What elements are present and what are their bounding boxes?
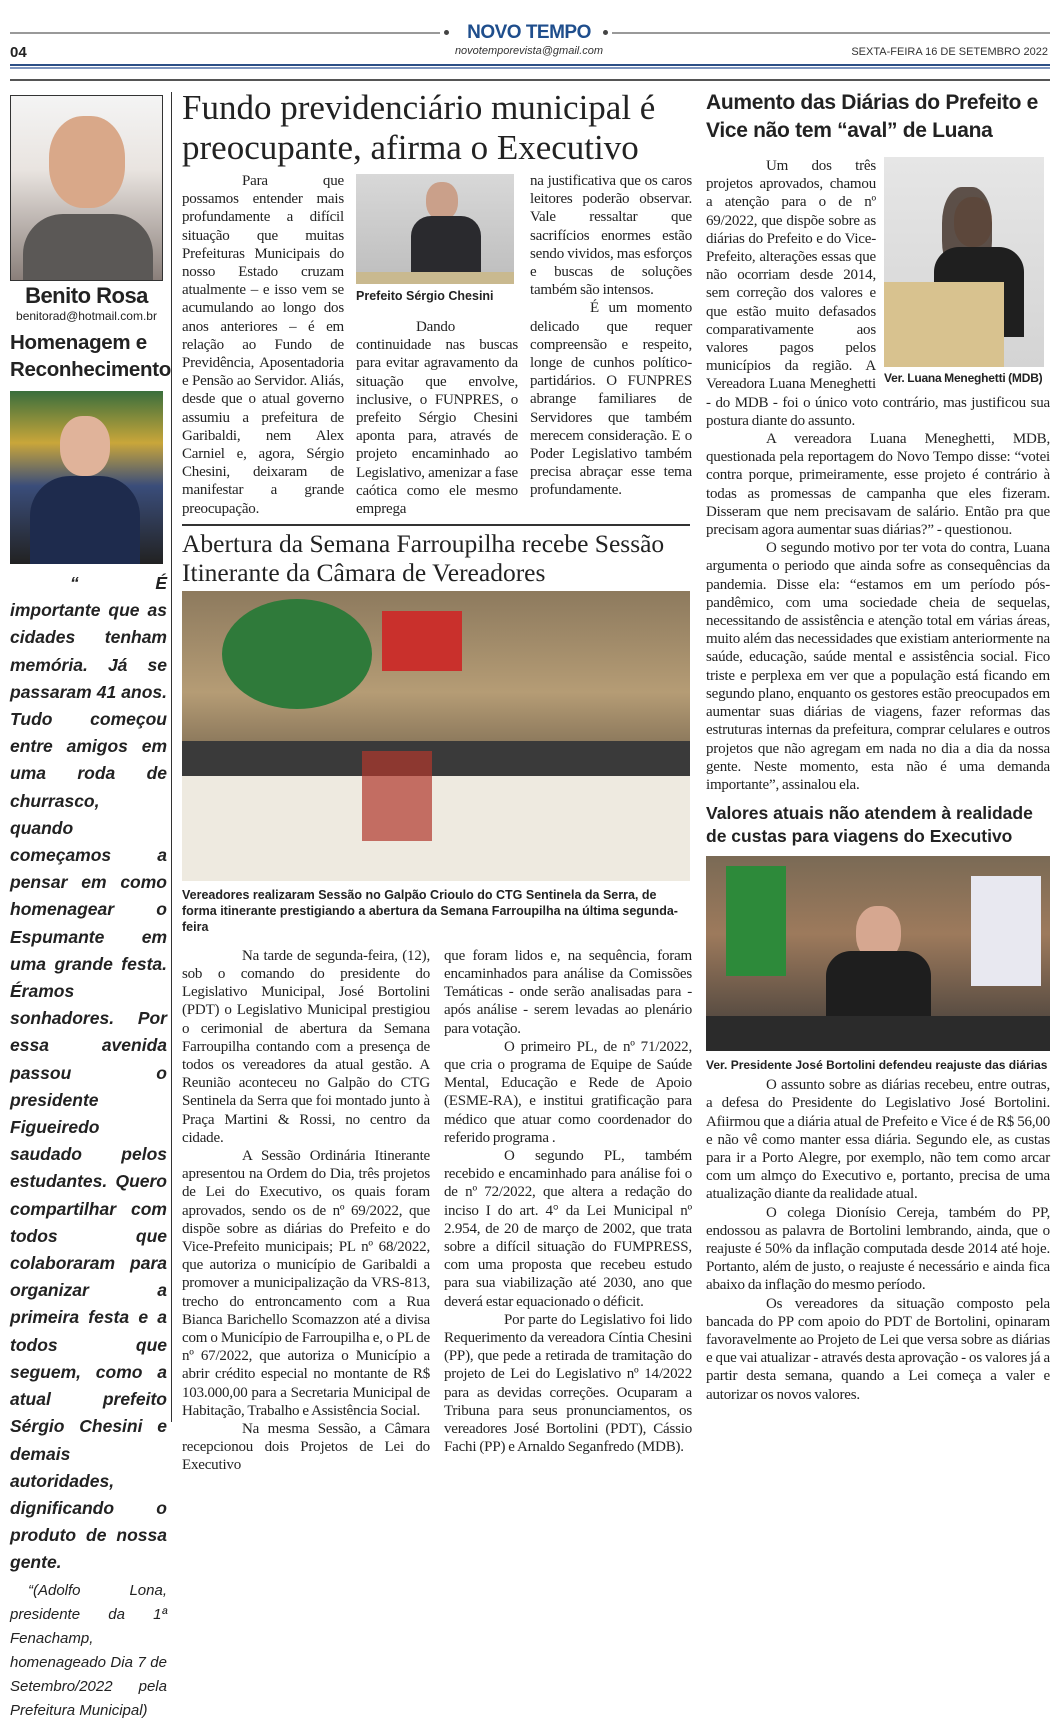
header-double-rule — [10, 64, 1050, 69]
luana-photo-caption: Ver. Luana Meneghetti (MDB) — [884, 371, 1043, 385]
article-divider — [182, 524, 690, 526]
masthead: NOVO TEMPO — [467, 22, 591, 43]
column-section-title: Homenagem e Reconhecimento — [10, 331, 171, 381]
article4-paragraph: O assunto sobre as diárias recebeu, entre outras, a defesa do Presidente do Legislativo José Bortolini. Afiirmou que a diária atual de Prefeito e Vice é de R$ 56,00 e não vê como manter essa diária. Segundo ele, as custas para ir a Porto Alegre, por exemplo, não tem como arcar com um almço do Executivo e, portanto, precisa de uma atualização diante da realidade atual. — [706, 1077, 1050, 1203]
article2-paragraph: Por parte do Legislativo foi lido Requerimento da vereadora Cíntia Chesini (PP), que pede a retirada de tramitação do projeto de Lei do Legislativo nº 14/2022 para as devidas correções. Ocuparam a Tribuna para seus pronunciamentos, os vereadores José Bortolini (PDT), Cássio Fachi (PP) e Arnaldo Seganfredo (MDB). — [444, 1311, 692, 1456]
prefeito-photo — [356, 174, 514, 284]
article1-paragraph: Dando continuidade nas buscas para evitar agravamento da situação que envolve, inclusive, o FUNPRES, o prefeito Sérgio Chesini aponta para, através de projeto encaminhado ao Legislativo, amenizar a fase caótica como ele mesmo emprega — [356, 319, 518, 518]
article3-paragraph: O segundo motivo por ter vota do contra, Luana argumenta o periodo que ainda sofre as consequências da pandemia. Disse ela: “estamos em um período pós-pandêmico, com uma sociedade cheia de sequelas, necessitando de assistência e atenção total em várias áreas, muito além das necessidades que existiam anteriormente na saúde, educação, saúde mental e assistência social. Fico triste e perplexa em ver que a população está ficando em segundo plano, enquanto os gestores estão preocupados em aumentar suas diárias de viagens, fazer reformas das estruturas internas da prefeitura, comprar celulares e outros projetos que não agregam em nada no dia a dia da nossa gente. Neste momento, esta não é uma demanda importante”, assinalou ela. — [706, 540, 1050, 793]
article2-paragraph: O segundo PL, também recebido e encaminhado para análise foi o de nº 72/2022, que altera a redação do inciso I do art. 4° da Lei Municipal nº 2.954, de 20 de março de 2002, que trata sobre a difícil situação do FUMPRESS, com uma proposta que recebeu estudo para sua viabilização até 2030, ano que deverá estar equacionado o déficit. — [444, 1147, 692, 1310]
article4-headline: Valores atuais não atendem à realidade de custas para viagens do Executivo — [706, 803, 1033, 847]
article1-paragraph: É um momento delicado que requer compreensão e respeito, longe de cunhos político-partidários. O FUNPRES abrange familiares de Servidores que também merecem consideração. E o Poder Legislativo também precisa abraçar esse tema profundamente. — [530, 300, 692, 499]
article2-col2 — [444, 947, 692, 1475]
article1-paragraph: Para que possamos entender mais profundamente a difícil situação que muitas Prefeituras Municipais do nosso Estado cruzam atualmente – e isso vem se acumulando ao longo dos anos anteriores – é em relação ao Fundo de Previdência, Aposentadoria e Pensão ao Servidor. Aliás, desde que o atual governo assumiu a prefeitura de Garibaldi, nem Alex Carniel e, agora, Sérgio Chesini, deixaram de manifestar a grande preocupação. — [182, 173, 344, 517]
article2-paragraph: A Sessão Ordinária Itinerante apresentou na Ordem do Dia, três projetos de Lei do Executivo, os quais foram aprovados, sendo os de nº 69/2022, que dispõe sobre as diárias do Prefeito e do Vice-Prefeito municipais; PL nº 68/2022, que autoriza o município de Garibaldi a promover a municipalização da VRS-813, trecho do entroncamento com a Rua Bianca Barichello Scomazzon até a divisa com o Município de Farroupilha e, o PL de nº 67/2022, que autoriza o Município a abrir crédito especial no montante de R$ 103.000,00 para a Secretaria Municipal de Habitação, Trabalho e Assistência Social. — [182, 1147, 430, 1419]
article2-paragraph: Na mesma Sessão, a Câmara recepcionou dois Projetos de Lei do Executivo — [182, 1421, 430, 1474]
columnist-quote: “ É importante que as cidades tenham memória. Já se passaram 41 anos. Tudo começou entre amigos em uma roda de churrasco, quando começamos a pensar em como homenagear o Espumante em uma grande festa. Éramos sonhadores. Por essa avenida passou o presidente Figueiredo saudado pelos estudantes. Quero compartilhar com todos que colaboraram para organizar a primeira festa e a todos que seguem, como a atual prefeito Sérgio Chesini e demais autoridades, dignificando o produto de nossa gente. — [10, 573, 167, 1573]
article2-paragraph: Na tarde de segunda-feira, (12), sob o comando do presidente do Legislativo Municipal, José Bortolini (PDT) o Legislativo Municipal prestigiou o cerimonial de abertura da Semana Farroupilha contando com a presença de todos os vereadores da atual gestão. A Reunião aconteceu no Galpão do CTG Sentinela da Serra que foi montado junto à Praça Martini & Rossi, no centro da cidade. — [182, 947, 430, 1146]
columnist-email: benitorad@hotmail.com.br — [16, 309, 157, 323]
article1-col3 — [530, 172, 692, 518]
bortolini-photo — [706, 856, 1050, 1051]
article4-paragraph: Os vereadores da situação composto pela bancada do PP com apoio do PDT de Bortolini, opinaram favoravelmente ao Projeto de Lei que versa sobre as diárias e que vai atualizar - através desta aprovação - os valores já a partir desta semana, quando a Lei começa a valer e autorizar os novos valores. — [706, 1295, 1050, 1403]
column-divider — [171, 92, 172, 1422]
header-date: SEXTA-FEIRA 16 DE SETEMBRO 2022 — [851, 46, 1048, 58]
sessao-photo-caption: Vereadores realizaram Sessão no Galpão Crioulo do CTG Sentinela da Serra, de forma itinerante prestigiando a abertura da Semana Farroupilha na última segunda-feira — [182, 887, 678, 934]
header-rule — [10, 79, 1050, 81]
article3-intro: Um dos três projetos aprovados, chamou a atenção para o de nº 69/2022, que dispõe sobre as diárias do Prefeito e do Vice-Prefeito, alterações essas que não ocorriam desde 2014, sem correção dos valores e que estão muito defasados comparativamente aos valores pagos pelos municípios da região. A Vereadora Luana Meneghetti - do MDB - foi o único voto contrário, mas justificou sua postura diante do assunto. — [706, 158, 1050, 429]
article3-paragraph: A vereadora Luana Meneghetti, MDB, questionada pela reportagem do Novo Tempo disse: “votei contra porque, primeiramente, esse projeto é contrário à todas as promessas de campanha que eles fizeram. Disseram que nem precisavam de salário. Então pra que precisam agora aumentar suas diárias?” - questionou. — [706, 431, 1050, 539]
bortolini-photo-caption: Ver. Presidente José Bortolini defendeu reajuste das diárias — [706, 1058, 1048, 1073]
article1-headline: Fundo previdenciário municipal é preocupante, afirma o Executivo — [182, 88, 656, 167]
prefeito-photo-caption: Prefeito Sérgio Chesini — [356, 289, 494, 303]
right-column — [706, 89, 1050, 1404]
columnist-name: Benito Rosa — [25, 283, 148, 308]
middle-column — [182, 88, 692, 1475]
article1-paragraph: na justificativa que os caros leitores poderão observar. Vale ressaltar que sacrifícios enormes estão sendo vividos, mas esforços e buscas de soluções também são intensos. — [530, 173, 692, 299]
article4-body — [706, 1076, 1050, 1404]
header-email: novotemporevista@gmail.com — [454, 45, 604, 57]
article2-paragraph: que foram lidos e, na sequência, foram encaminhados para análise da Comissões Temáticas - onde serão analisadas para - após análise - serem levadas ao plenário para votação. — [444, 947, 692, 1037]
luana-figure — [884, 157, 1050, 386]
article1-col2 — [356, 172, 518, 518]
article2-paragraph: O primeiro PL, de nº 71/2022, que cria o programa de Equipe de Saúde Mental, Educação e Rede de Apoio (ESME-RA), e institui gratificação para médico que atuar como coordenador do referido programa . — [444, 1038, 692, 1146]
article3-headline: Aumento das Diárias do Prefeito e Vice não tem “aval” de Luana — [706, 91, 1039, 142]
article1-col2-text — [356, 318, 518, 518]
article2-headline: Abertura da Semana Farroupilha recebe Sessão Itinerante da Câmara de Vereadores — [182, 528, 665, 587]
page-number: 04 — [10, 44, 27, 61]
homenagem-photo — [10, 391, 163, 564]
left-column — [10, 95, 171, 1723]
quote-source: “(Adolfo Lona, presidente da 1ª Fenachamp, homenageado Dia 7 de Setembro/2022 pela Prefeitura Municipal) — [10, 1581, 167, 1719]
article1-columns — [182, 172, 692, 518]
sessao-itinerante-photo — [182, 591, 690, 881]
columnist-photo — [10, 95, 163, 281]
luana-photo — [884, 157, 1044, 367]
article3-body — [706, 157, 1050, 794]
article4-paragraph: O colega Dionísio Cereja, também do PP, endossou as palavra de Bortolini lembrando, ainda, que o reajuste é 50% da inflação computada desde 2014 até hoje. Portanto, além de justo, o reajuste é necessário e ainda fica abaixo da inflação do mesmo período. — [706, 1204, 1050, 1294]
article2-col1 — [182, 947, 430, 1475]
article1-col1 — [182, 172, 344, 518]
article2-columns — [182, 947, 692, 1475]
